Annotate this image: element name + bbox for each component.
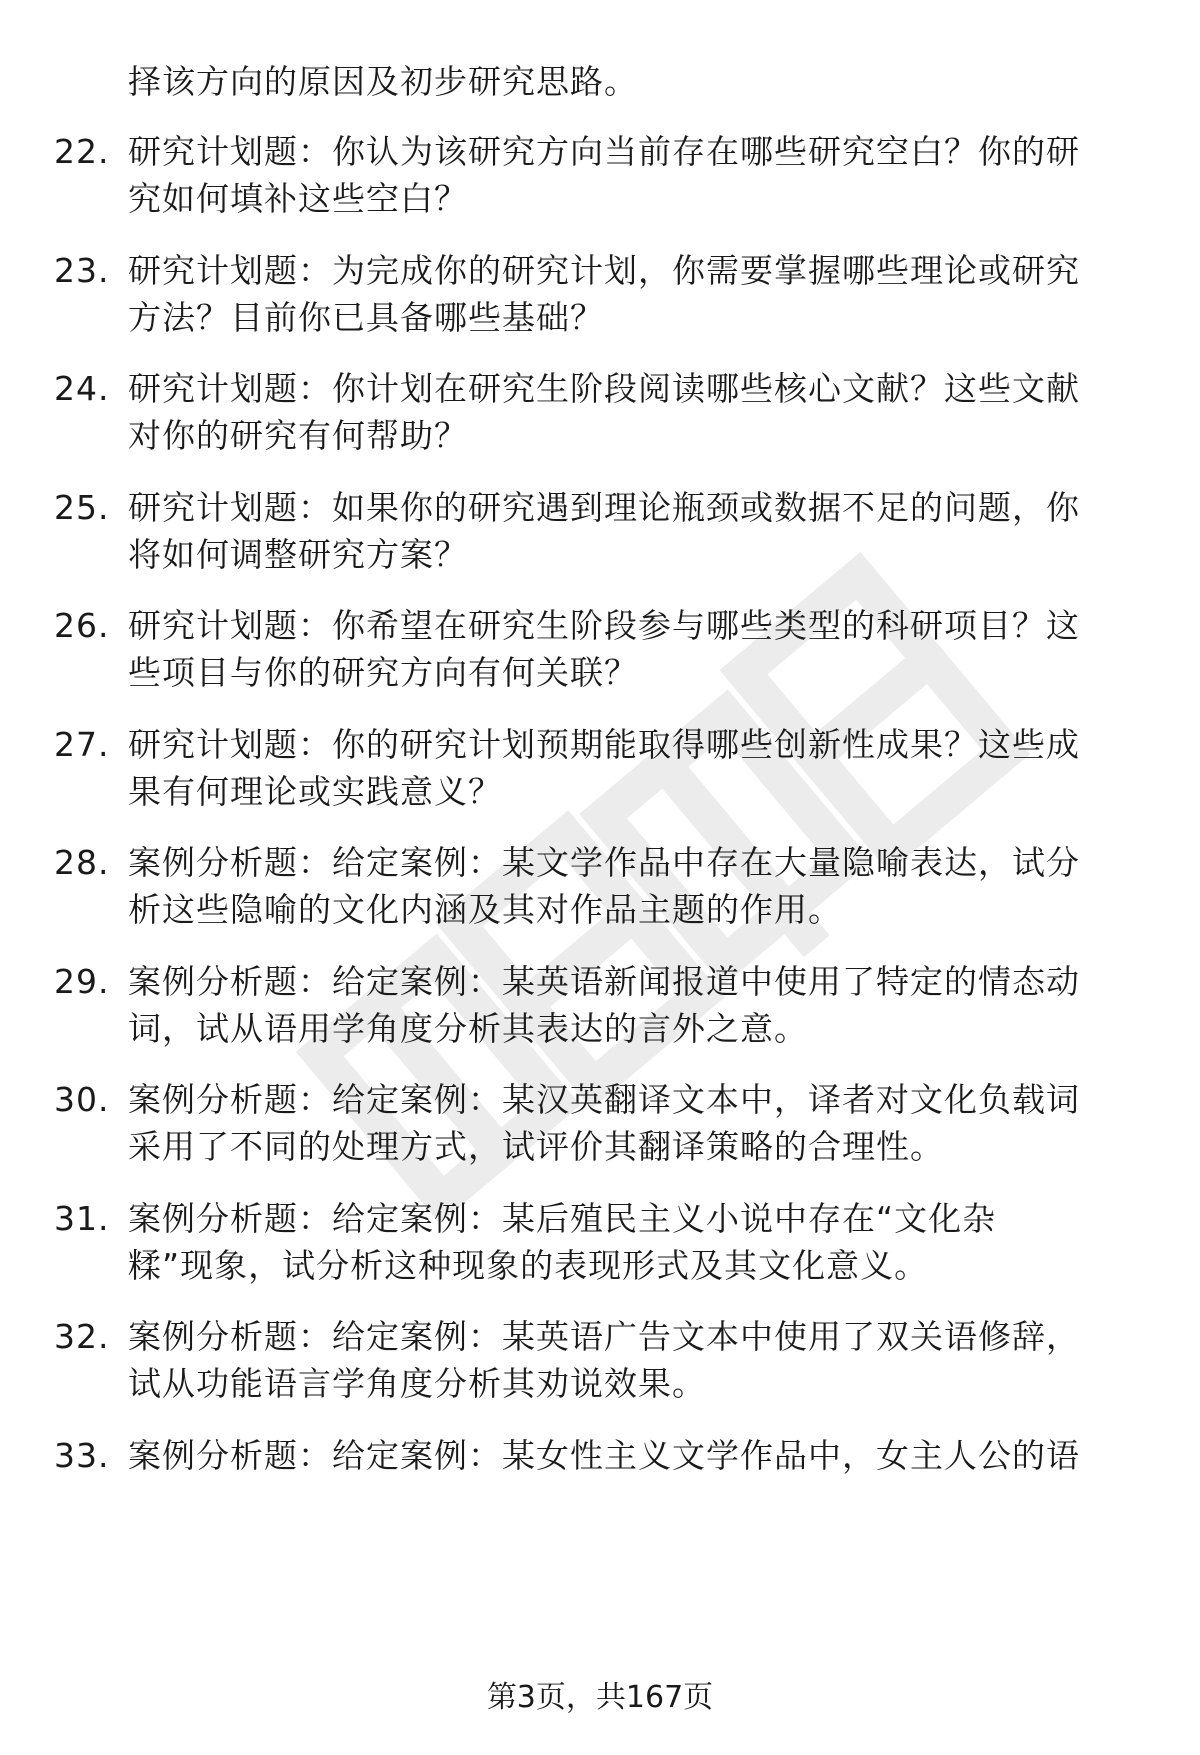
- question-text-line: 案例分析题：给定案例：某女性主义文学作品中，女主人公的语: [128, 1436, 1080, 1475]
- question-text-line: 研究计划题：你的研究计划预期能取得哪些创新性成果？这些成: [128, 725, 1080, 764]
- question-text: [128, 1195, 1138, 1289]
- question-text: [128, 602, 1138, 696]
- question-text: [128, 128, 1138, 222]
- question-number: 28.: [54, 843, 110, 882]
- question-text: [128, 1432, 1138, 1479]
- question-text-line: 对你的研究有何帮助？: [128, 416, 468, 455]
- question-number: 26.: [54, 606, 110, 645]
- question-text-line: 案例分析题：给定案例：某汉英翻译文本中，译者对文化负载词: [128, 1080, 1080, 1119]
- question-text-line: 研究计划题：你认为该研究方向当前存在哪些研究空白？你的研: [128, 132, 1080, 171]
- question-number: 29.: [54, 962, 110, 1001]
- question-text-line: 研究计划题：为完成你的研究计划，你需要掌握哪些理论或研究: [128, 251, 1080, 290]
- continuation-text: 择该方向的原因及初步研究思路。: [128, 62, 638, 101]
- question-text-line: 研究计划题：如果你的研究遇到理论瓶颈或数据不足的问题，你: [128, 488, 1080, 527]
- question-number: 30.: [54, 1080, 110, 1119]
- question-text-line: 案例分析题：给定案例：某英语广告文本中使用了双关语修辞，: [128, 1317, 1080, 1356]
- question-text: [128, 1313, 1138, 1407]
- question-text: [128, 1076, 1138, 1170]
- question-text: [128, 721, 1138, 815]
- question-text: [128, 365, 1138, 459]
- question-text: [128, 484, 1138, 578]
- question-text-line: 试从功能语言学角度分析其劝说效果。: [128, 1364, 706, 1403]
- question-text-line: 案例分析题：给定案例：某文学作品中存在大量隐喻表达，试分: [128, 843, 1080, 882]
- question-number: 27.: [54, 725, 110, 764]
- question-number: 32.: [54, 1317, 110, 1356]
- question-text-line: 糅”现象，试分析这种现象的表现形式及其文化意义。: [128, 1246, 929, 1285]
- question-number: 24.: [54, 369, 110, 408]
- question-text-line: 案例分析题：给定案例：某后殖民主义小说中存在“文化杂: [128, 1199, 997, 1238]
- question-text-line: 采用了不同的处理方式，试评价其翻译策略的合理性。: [128, 1127, 944, 1166]
- question-text-line: 词，试从语用学角度分析其表达的言外之意。: [128, 1009, 808, 1048]
- question-number: 25.: [54, 488, 110, 527]
- question-text-line: 究如何填补这些空白？: [128, 179, 468, 218]
- question-number: 31.: [54, 1199, 110, 1238]
- question-number: 22.: [54, 132, 110, 171]
- question-text-line: 方法？目前你已具备哪些基础？: [128, 298, 604, 337]
- question-text-line: 研究计划题：你计划在研究生阶段阅读哪些核心文献？这些文献: [128, 369, 1080, 408]
- question-text-line: 果有何理论或实践意义？: [128, 772, 502, 811]
- page-footer: 第3页，共167页: [486, 1680, 714, 1715]
- question-text-line: 将如何调整研究方案？: [128, 535, 468, 574]
- question-text: [128, 958, 1138, 1052]
- question-number: 33.: [54, 1436, 110, 1475]
- question-text-line: 案例分析题：给定案例：某英语新闻报道中使用了特定的情态动: [128, 962, 1080, 1001]
- question-text: [128, 839, 1138, 933]
- question-text-line: 研究计划题：你希望在研究生阶段参与哪些类型的科研项目？这: [128, 606, 1080, 645]
- question-text: [128, 247, 1138, 341]
- question-text-line: 些项目与你的研究方向有何关联？: [128, 653, 638, 692]
- question-text-line: 析这些隐喻的文化内涵及其对作品主题的作用。: [128, 890, 842, 929]
- question-number: 23.: [54, 251, 110, 290]
